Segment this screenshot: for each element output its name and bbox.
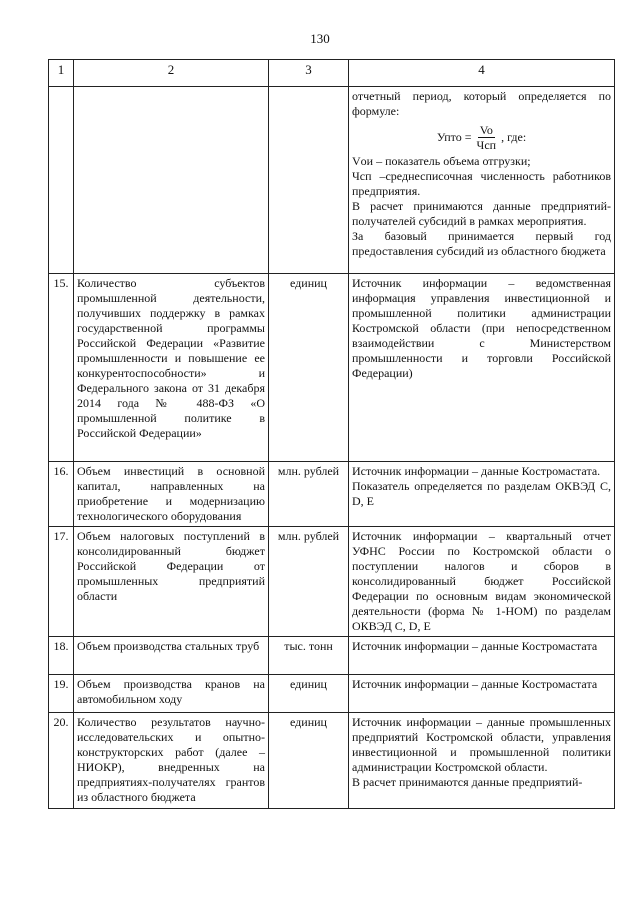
source-paragraph: Источник информации – данные Костромастата. [352, 464, 601, 478]
formula-numerator: Vo [479, 123, 493, 137]
table-row [49, 637, 615, 675]
source-paragraph: Источник информации – данные промышленных предприятий Костромской области, управления инвестиционной и промышленной политики администрации Костромской области. [352, 715, 611, 774]
source-paragraph: Источник информации – квартальный отчет УФНС России по Костромской области о поступлении налогов и сборов в консолидированный бюджет Российской Федерации по основным видам экономической деятельности (форма № 1-НОМ) по разделам ОКВЭД C, D, E [352, 529, 611, 633]
row-number: 16. [49, 462, 74, 527]
unit-of-measure: единиц [269, 675, 349, 713]
indicator-table [48, 59, 615, 809]
row-number: 17. [49, 527, 74, 637]
source-paragraph: Vои – показатель объема отгрузки; [352, 154, 531, 168]
indicator-name: Количество результатов научно-исследовательских и опытно-конструкторских работ (далее – НИОКР), внедренных на предприятиях-получателях грантов из областного бюджета [74, 713, 269, 809]
page-number: 130 [310, 31, 330, 46]
indicator-name: Объем производства кранов на автомобильном ходу [74, 675, 269, 713]
header-col-4: 4 [349, 60, 615, 87]
unit-of-measure: млн. рублей [269, 527, 349, 637]
row-number: 20. [49, 713, 74, 809]
source-paragraph: В расчет принимаются данные предприятий-получателей субсидий в рамках мероприятия. [352, 199, 611, 228]
header-col-2: 2 [74, 60, 269, 87]
info-source [349, 274, 615, 462]
formula-lhs: Упто = [436, 130, 472, 144]
cont-num-cell [49, 87, 74, 274]
continuation-row [49, 87, 615, 274]
formula-suffix: , где: [501, 130, 527, 144]
source-paragraph: За базовый принимается первый год предоставления субсидий из областного бюджета [352, 229, 611, 258]
indicator-name: Количество субъектов промышленной деятельности, получивших поддержку в рамках государственной программы Российской Федерации «Развитие промышленности и повышение ее конкурентоспособности» и Федерального закона от 31 декабря 2014 года № 488-ФЗ «О промышленной политике в Российской Федерации» [74, 274, 269, 462]
info-source [349, 713, 615, 809]
table-row [49, 675, 615, 713]
source-paragraph: Показатель определяется по разделам ОКВЭД C, D, E [352, 479, 611, 508]
cont-name-cell [74, 87, 269, 274]
source-paragraph: В расчет принимаются данные предприятий- [352, 775, 583, 789]
source-paragraph: Источник информации – данные Костромастата [352, 677, 598, 691]
table-row [49, 462, 615, 527]
source-paragraph: отчетный период, который определяется по формуле: [352, 89, 611, 118]
formula-fraction [475, 123, 499, 152]
info-source [349, 675, 615, 713]
unit-of-measure: единиц [269, 713, 349, 809]
source-paragraph: Источник информации – ведомственная информация управления инвестиционной и промышленной политики администрации Костромской области (при непосредственном взаимодействии с Министерством промышленности и торговли Российской Федерации) [352, 276, 611, 380]
indicator-name: Объем производства стальных труб [74, 637, 269, 675]
info-source [349, 637, 615, 675]
table-header-row [49, 60, 615, 87]
row-number: 15. [49, 274, 74, 462]
source-paragraph: Чсп –среднесписочная численность работников предприятия. [352, 169, 611, 198]
header-col-3: 3 [269, 60, 349, 87]
table-row [49, 274, 615, 462]
unit-of-measure: млн. рублей [269, 462, 349, 527]
formula-denominator: Чсп [476, 138, 497, 152]
indicator-name: Объем инвестиций в основной капитал, направленных на приобретение и модернизацию технологического оборудования [74, 462, 269, 527]
cont-unit-cell [269, 87, 349, 274]
indicator-name: Объем налоговых поступлений в консолидированный бюджет Российской Федерации от промышленных предприятий области [74, 527, 269, 637]
table-row [49, 527, 615, 637]
header-col-1: 1 [49, 60, 74, 87]
source-paragraph: Источник информации – данные Костромастата [352, 639, 598, 653]
row-number: 19. [49, 675, 74, 713]
cont-source-cell [349, 87, 615, 274]
info-source [349, 527, 615, 637]
unit-of-measure: единиц [269, 274, 349, 462]
table-row [49, 713, 615, 809]
formula [352, 123, 611, 152]
row-number: 18. [49, 637, 74, 675]
info-source [349, 462, 615, 527]
unit-of-measure: тыс. тонн [269, 637, 349, 675]
